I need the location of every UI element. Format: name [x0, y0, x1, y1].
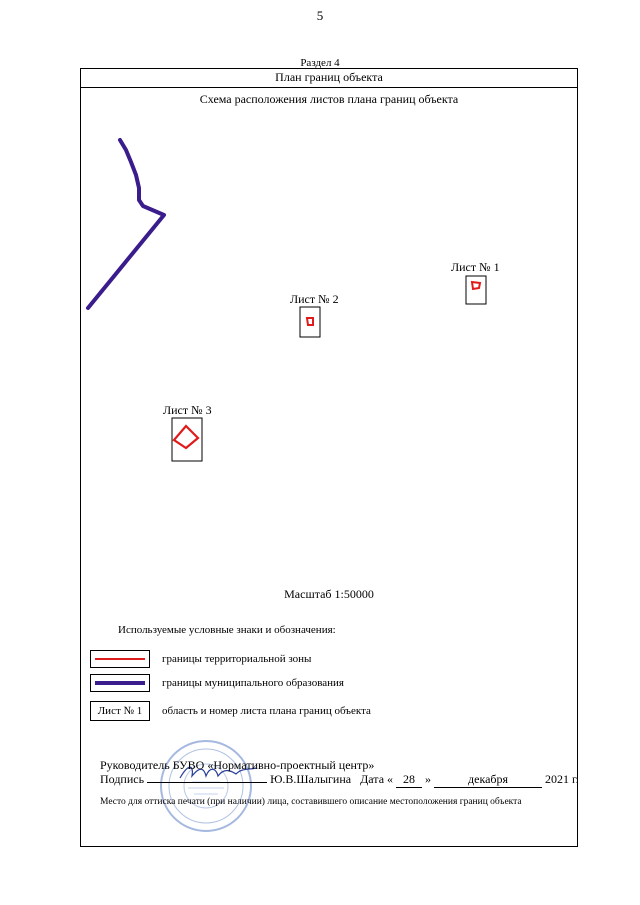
signature-row — [100, 772, 579, 788]
sheet-1-label: Лист № 1 — [451, 260, 500, 274]
sheet-2-zone-outline — [307, 318, 313, 325]
scheme-title: Схема расположения листов плана границ объекта — [199, 92, 459, 106]
seal-place-note: Место для оттиска печати (при наличии) лица, составившего описание местоположения границ объекта — [100, 797, 522, 807]
signer-name: Ю.В.Шалыгина — [270, 772, 352, 786]
sheet-3-zone-outline — [174, 426, 198, 448]
legend-red-line-box — [90, 650, 150, 668]
sheet-1-zone-outline — [472, 282, 480, 289]
red-line-icon — [95, 658, 145, 660]
section-title: Раздел 4 — [300, 57, 340, 69]
date-label: Дата « — [360, 772, 394, 786]
sheet-1-frame[interactable] — [466, 276, 486, 304]
municipal-boundary-line — [88, 140, 164, 308]
purple-line-icon — [95, 681, 145, 685]
date-day[interactable]: 28 — [396, 772, 422, 788]
sheet-3-label: Лист № 3 — [163, 403, 212, 417]
sheet-2-frame[interactable] — [300, 307, 320, 337]
page-number: 5 — [316, 8, 324, 23]
scale-label: Масштаб 1:50000 — [284, 587, 374, 601]
signature-blank[interactable] — [147, 782, 267, 783]
legend-sheet-box: Лист № 1 — [90, 701, 150, 721]
date-year: 2021 г. — [545, 772, 579, 786]
sheet-2-label: Лист № 2 — [290, 292, 339, 306]
plan-title: План границ объекта — [80, 70, 578, 88]
legend-purple-line-box — [90, 674, 150, 692]
legend-item-territorial-zone: границы территориальной зоны — [162, 653, 312, 665]
legend-item-sheet-area: область и номер листа плана границ объекта — [162, 705, 371, 717]
director-line: Руководитель БУВО «Нормативно-проектный центр» — [100, 758, 375, 772]
date-month[interactable]: декабря — [434, 772, 542, 788]
legend-title: Используемые условные знаки и обозначения: — [118, 624, 336, 636]
legend-item-municipal-boundary: границы муниципального образования — [162, 677, 344, 689]
signature-label: Подпись — [100, 772, 145, 786]
date-close-quote: » — [425, 772, 432, 786]
